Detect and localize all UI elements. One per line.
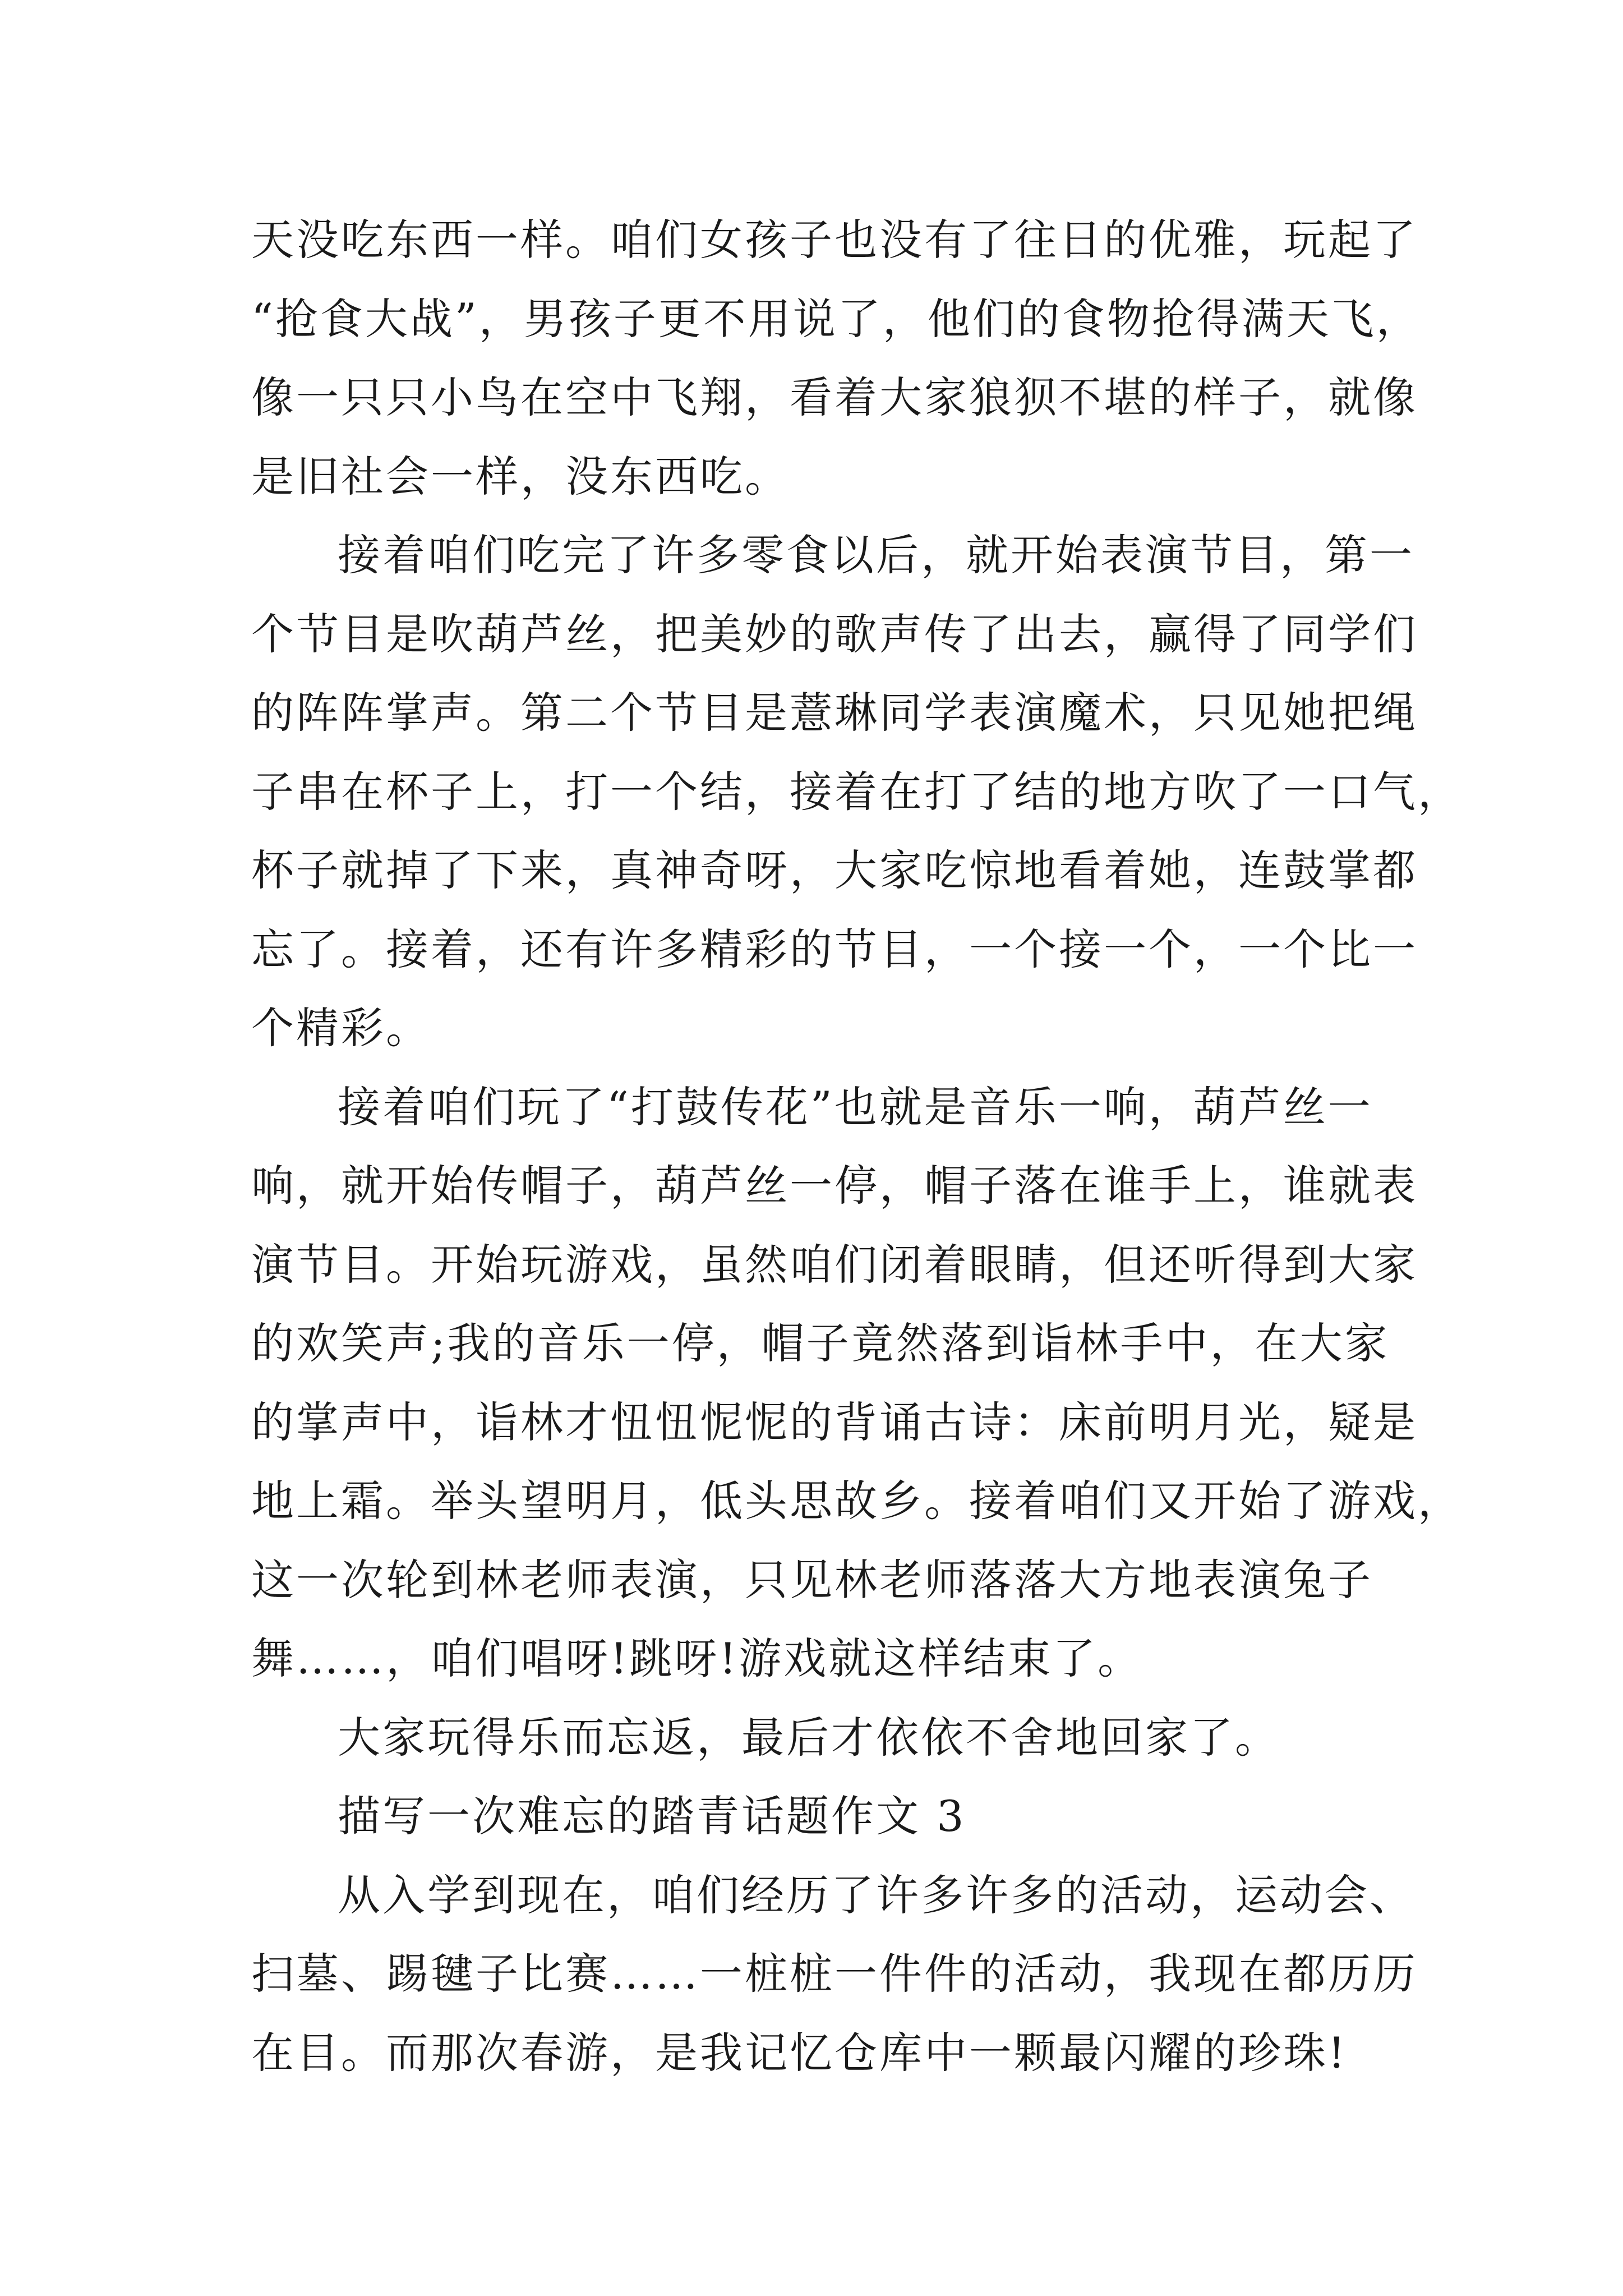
text-line: 地上霜。举头望明月，低头思故乡。接着咱们又开始了游戏， bbox=[251, 1476, 1463, 1526]
text-line: 描写一次难忘的踏青话题作文 3 bbox=[338, 1791, 966, 1841]
text-line: 的欢笑声;我的音乐一停，帽子竟然落到诣林手中，在大家 bbox=[251, 1318, 1390, 1368]
text-line: 的阵阵掌声。第二个节目是薏琳同学表演魔术，只见她把绳 bbox=[251, 688, 1418, 738]
text-line: 像一只只小鸟在空中飞翔，看着大家狼狈不堪的样子，就像 bbox=[251, 372, 1418, 422]
text-line: 接着咱们吃完了许多零食以后，就开始表演节目，第一 bbox=[338, 530, 1414, 580]
text-line: 杯子就掉了下来，真神奇呀，大家吃惊地看着她，连鼓掌都 bbox=[251, 845, 1418, 895]
text-line: 天没吃东西一样。咱们女孩子也没有了往日的优雅，玩起了 bbox=[251, 215, 1418, 265]
text-line: 个精彩。 bbox=[251, 1003, 431, 1053]
text-line: 从入学到现在，咱们经历了许多许多的活动，运动会、 bbox=[338, 1870, 1414, 1920]
text-line: 响，就开始传帽子，葫芦丝一停，帽子落在谁手上，谁就表 bbox=[251, 1161, 1418, 1211]
text-line: 接着咱们玩了“打鼓传花”也就是音乐一响，葫芦丝一 bbox=[338, 1082, 1373, 1132]
text-line: 个节目是吹葫芦丝，把美妙的歌声传了出去，赢得了同学们 bbox=[251, 609, 1418, 659]
text-line: 演节目。开始玩游戏，虽然咱们闭着眼睛，但还听得到大家 bbox=[251, 1239, 1418, 1290]
text-line: 的掌声中，诣林才忸忸怩怩的背诵古诗：床前明月光，疑是 bbox=[251, 1397, 1418, 1447]
text-line: 大家玩得乐而忘返，最后才依依不舍地回家了。 bbox=[338, 1712, 1280, 1763]
text-line: 这一次轮到林老师表演，只见林老师落落大方地表演兔子 bbox=[251, 1554, 1373, 1605]
text-line: 是旧社会一样，没东西吃。 bbox=[251, 451, 790, 501]
text-line: 子串在杯子上，打一个结，接着在打了结的地方吹了一口气， bbox=[251, 766, 1463, 817]
essay-body bbox=[251, 201, 1463, 2092]
text-line: 在目。而那次春游，是我记忆仓库中一颗最闪耀的珍珠! bbox=[251, 2027, 1348, 2078]
text-line: 忘了。接着，还有许多精彩的节目，一个接一个，一个比一 bbox=[251, 924, 1418, 974]
text-line: “抢食大战”，男孩子更不用说了，他们的食物抢得满天飞， bbox=[251, 293, 1421, 344]
text-line: 扫墓、踢毽子比赛……一桩桩一件件的活动，我现在都历历 bbox=[251, 1949, 1418, 1999]
text-line: 舞……，咱们唱呀!跳呀!游戏就这样结束了。 bbox=[251, 1634, 1143, 1683]
